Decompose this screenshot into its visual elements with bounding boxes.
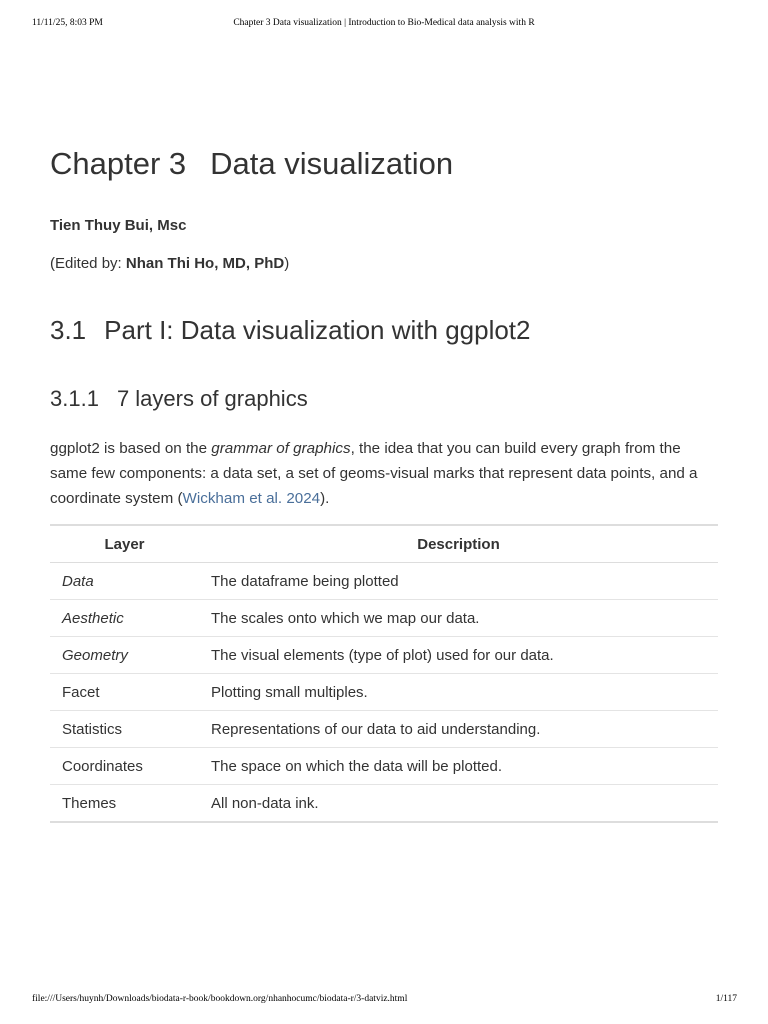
layer-cell: Facet [50, 674, 199, 711]
layer-cell: Data [50, 563, 199, 600]
table-row [50, 600, 718, 637]
table-row [50, 785, 718, 823]
editor-name: Nhan Thi Ho, MD, PhD [125, 255, 285, 272]
intro-text-3: ). [320, 490, 330, 507]
intro-text-1: ggplot2 is based on the [50, 440, 212, 457]
print-page-number: 1/117 [715, 994, 737, 1004]
layer-cell: Geometry [50, 637, 199, 674]
subsection-heading [50, 386, 308, 412]
intro-text-2: , the idea that you can build every graph from the same few components: a data set, a set of geoms-visual marks that represent data points, and a coordinate system ( [50, 440, 698, 507]
print-page-title: Chapter 3 Data visualization | Introduction to Bio-Medical data analysis with R [233, 18, 535, 28]
header-description: Description [199, 525, 718, 563]
chapter-number: Chapter 3 [50, 146, 187, 181]
section-title: Part I: Data visualization with ggplot2 [104, 315, 531, 345]
table-row [50, 674, 718, 711]
table-row [50, 711, 718, 748]
description-cell: Representations of our data to aid understanding. [199, 711, 718, 748]
section-number: 3.1 [50, 315, 87, 345]
description-cell: Plotting small multiples. [199, 674, 718, 711]
subsection-number: 3.1.1 [50, 386, 99, 411]
description-cell: The dataframe being plotted [199, 563, 718, 600]
print-file-path: file:///Users/huynh/Downloads/biodata-r-book/bookdown.org/nhanhocumc/biodata-r/3-datviz.html [32, 994, 408, 1004]
chapter-name: Data visualization [210, 146, 454, 181]
intro-paragraph [50, 436, 718, 511]
subsection-title: 7 layers of graphics [116, 386, 308, 411]
edited-by [50, 255, 289, 272]
description-cell: The visual elements (type of plot) used for our data. [199, 637, 718, 674]
table-header-row [50, 525, 718, 563]
author: Tien Thuy Bui, Msc [50, 217, 187, 234]
description-cell: All non-data ink. [199, 785, 718, 823]
chapter-title [50, 146, 453, 182]
table-row [50, 563, 718, 600]
description-cell: The scales onto which we map our data. [199, 600, 718, 637]
layer-cell: Aesthetic [50, 600, 199, 637]
description-cell: The space on which the data will be plotted. [199, 748, 718, 785]
citation-link[interactable]: Wickham et al. 2024 [182, 490, 321, 507]
section-heading [50, 315, 531, 346]
edited-prefix: (Edited by: [50, 255, 126, 272]
layer-cell: Coordinates [50, 748, 199, 785]
intro-emphasis: grammar of graphics [211, 440, 351, 457]
header-layer: Layer [50, 525, 199, 563]
edited-suffix: ) [284, 255, 290, 272]
print-datetime: 11/11/25, 8:03 PM [32, 18, 103, 28]
table-row [50, 748, 718, 785]
layer-cell: Statistics [50, 711, 199, 748]
layer-cell: Themes [50, 785, 199, 823]
layers-table [50, 524, 718, 823]
table-row [50, 637, 718, 674]
